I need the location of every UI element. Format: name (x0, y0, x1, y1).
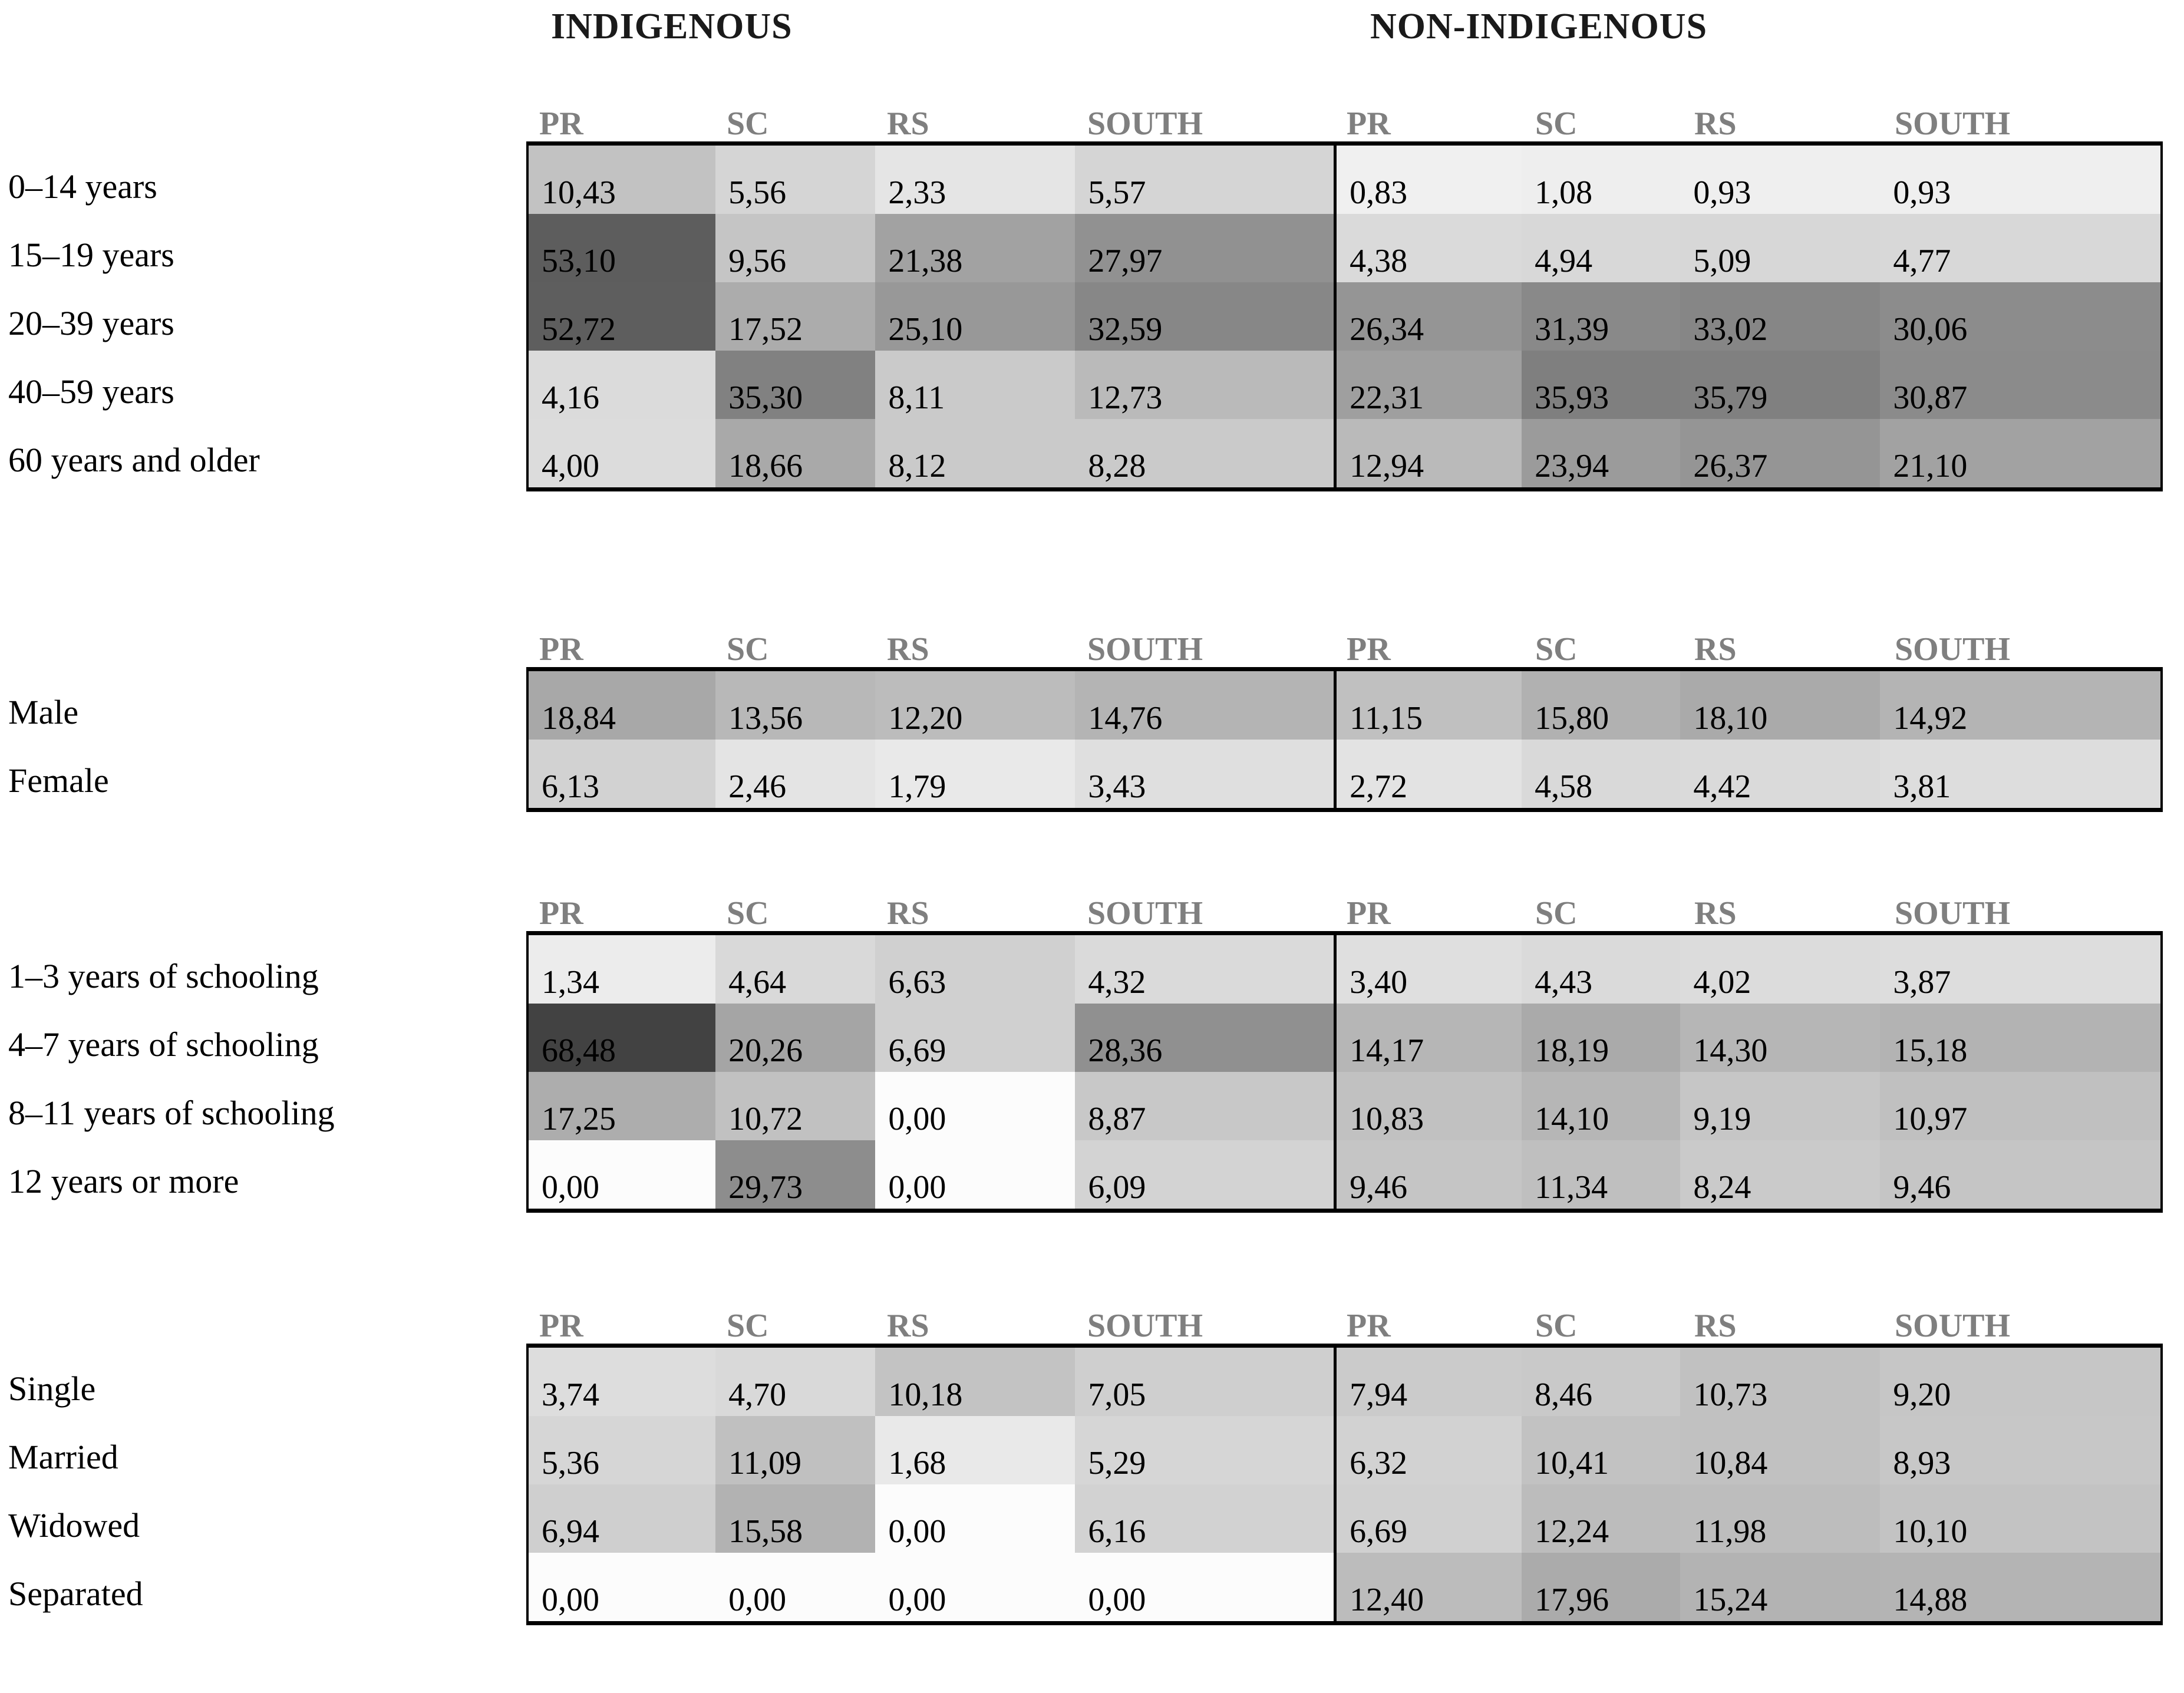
heatmap-cell: 4,70 (715, 1348, 875, 1416)
column-header-sc-non-indigenous: SC (1535, 895, 1578, 932)
column-header-rs-indigenous: RS (887, 631, 929, 668)
column-header-rs-non-indigenous: RS (1694, 1308, 1737, 1344)
heatmap-cell: 10,41 (1522, 1416, 1680, 1484)
heatmap-cell: 18,10 (1680, 671, 1880, 740)
heatmap-cell: 6,09 (1075, 1140, 1334, 1209)
table-row (529, 282, 2160, 351)
heatmap-cell: 11,34 (1522, 1140, 1680, 1209)
column-header-south-indigenous: SOUTH (1087, 895, 1203, 932)
heatmap-cell: 30,06 (1880, 282, 2160, 351)
table-row (529, 1553, 2160, 1621)
heatmap-cell: 6,94 (529, 1484, 715, 1553)
table-row (529, 671, 2160, 740)
heatmap-cell: 35,79 (1680, 351, 1880, 419)
heatmap-cell: 52,72 (529, 282, 715, 351)
row-label: Separated (8, 1575, 143, 1613)
heatmap-cell: 14,88 (1880, 1553, 2160, 1621)
column-header-pr-non-indigenous: PR (1347, 631, 1391, 668)
heatmap-cell: 8,93 (1880, 1416, 2160, 1484)
row-label: Female (8, 761, 109, 800)
heatmap-cell: 31,39 (1522, 282, 1680, 351)
heatmap-cell: 8,28 (1075, 419, 1334, 487)
row-label: Single (8, 1369, 96, 1408)
heatmap-cell: 4,16 (529, 351, 715, 419)
heatmap-cell: 3,74 (529, 1348, 715, 1416)
table-row (529, 146, 2160, 214)
table-row (529, 1140, 2160, 1209)
heatmap-cell: 0,93 (1680, 146, 1880, 214)
heatmap-cell: 6,32 (1334, 1416, 1522, 1484)
row-label: 60 years and older (8, 441, 260, 479)
column-header-rs-non-indigenous: RS (1694, 105, 1737, 142)
column-header-pr-indigenous: PR (539, 1308, 583, 1344)
heatmap-cell: 6,63 (875, 935, 1075, 1004)
heatmap-cell: 14,76 (1075, 671, 1334, 740)
heatmap-cell: 4,77 (1880, 214, 2160, 282)
heatmap-cell: 21,38 (875, 214, 1075, 282)
column-header-south-non-indigenous: SOUTH (1895, 895, 2011, 932)
heatmap-cell: 8,46 (1522, 1348, 1680, 1416)
heatmap-cell: 29,73 (715, 1140, 875, 1209)
heatmap-cell: 14,30 (1680, 1004, 1880, 1072)
column-header-pr-non-indigenous: PR (1347, 1308, 1391, 1344)
column-header-south-indigenous: SOUTH (1087, 105, 1203, 142)
row-label: 8–11 years of schooling (8, 1094, 335, 1132)
heatmap-cell: 26,37 (1680, 419, 1880, 487)
heatmap-cell: 23,94 (1522, 419, 1680, 487)
heatmap-cell: 17,52 (715, 282, 875, 351)
heatmap-cell: 9,19 (1680, 1072, 1880, 1140)
heatmap-cell: 4,94 (1522, 214, 1680, 282)
column-header-row-schooling (526, 889, 2163, 930)
table-row (529, 1072, 2160, 1140)
heatmap-cell: 33,02 (1680, 282, 1880, 351)
heatmap-cell: 21,10 (1880, 419, 2160, 487)
heatmap-cell: 8,12 (875, 419, 1075, 487)
heatmap-cell: 0,00 (875, 1553, 1075, 1621)
column-header-pr-non-indigenous: PR (1347, 105, 1391, 142)
heatmap-cell: 17,25 (529, 1072, 715, 1140)
heatmap-cell: 8,87 (1075, 1072, 1334, 1140)
column-header-rs-indigenous: RS (887, 895, 929, 932)
heatmap-cell: 10,83 (1334, 1072, 1522, 1140)
column-header-row-age-group (526, 99, 2163, 140)
heatmap-cell: 1,68 (875, 1416, 1075, 1484)
heatmap-cell: 10,18 (875, 1348, 1075, 1416)
heatmap-cell: 0,00 (529, 1140, 715, 1209)
heatmap-cell: 8,24 (1680, 1140, 1880, 1209)
table-row (529, 935, 2160, 1004)
heatmap-cell: 15,24 (1680, 1553, 1880, 1621)
heatmap-cell: 12,40 (1334, 1553, 1522, 1621)
column-header-sc-indigenous: SC (727, 895, 769, 932)
heatmap-cell: 4,00 (529, 419, 715, 487)
row-label-column-marital-status (8, 1344, 521, 1617)
heatmap-cell: 3,81 (1880, 740, 2160, 808)
heatmap-cell: 12,94 (1334, 419, 1522, 487)
column-header-pr-indigenous: PR (539, 105, 583, 142)
heatmap-grid-schooling (526, 931, 2163, 1213)
column-header-south-non-indigenous: SOUTH (1895, 105, 2011, 142)
heatmap-grid-age-group (526, 141, 2163, 491)
heatmap-cell: 0,00 (875, 1140, 1075, 1209)
heatmap-cell: 0,93 (1880, 146, 2160, 214)
heatmap-cell: 3,87 (1880, 935, 2160, 1004)
column-header-sc-non-indigenous: SC (1535, 1308, 1578, 1344)
heatmap-cell: 5,09 (1680, 214, 1880, 282)
table-row (529, 740, 2160, 808)
heatmap-cell: 4,32 (1075, 935, 1334, 1004)
heatmap-cell: 4,58 (1522, 740, 1680, 808)
table-row (529, 1416, 2160, 1484)
heatmap-cell: 5,29 (1075, 1416, 1334, 1484)
row-label-column-age-group (8, 141, 521, 483)
heatmap-cell: 11,15 (1334, 671, 1522, 740)
heatmap-cell: 20,26 (715, 1004, 875, 1072)
heatmap-cell: 14,10 (1522, 1072, 1680, 1140)
heatmap-cell: 4,38 (1334, 214, 1522, 282)
heatmap-cell: 11,98 (1680, 1484, 1880, 1553)
heatmap-cell: 35,93 (1522, 351, 1680, 419)
column-header-south-non-indigenous: SOUTH (1895, 631, 2011, 668)
row-label-column-sex (8, 667, 521, 804)
column-header-sc-non-indigenous: SC (1535, 631, 1578, 668)
row-label: 12 years or more (8, 1162, 239, 1200)
column-header-rs-non-indigenous: RS (1694, 631, 1737, 668)
heatmap-cell: 11,09 (715, 1416, 875, 1484)
column-header-south-non-indigenous: SOUTH (1895, 1308, 2011, 1344)
heatmap-cell: 10,97 (1880, 1072, 2160, 1140)
heatmap-cell: 10,73 (1680, 1348, 1880, 1416)
heatmap-cell: 10,10 (1880, 1484, 2160, 1553)
heatmap-cell: 9,46 (1880, 1140, 2160, 1209)
heatmap-cell: 7,05 (1075, 1348, 1334, 1416)
column-header-sc-indigenous: SC (727, 1308, 769, 1344)
table-row (529, 1348, 2160, 1416)
heatmap-cell: 6,16 (1075, 1484, 1334, 1553)
heatmap-cell: 6,69 (875, 1004, 1075, 1072)
group-header-row (0, 6, 2184, 53)
heatmap-cell: 12,24 (1522, 1484, 1680, 1553)
heatmap-cell: 0,00 (1075, 1553, 1334, 1621)
heatmap-cell: 32,59 (1075, 282, 1334, 351)
table-row (529, 351, 2160, 419)
column-header-pr-non-indigenous: PR (1347, 895, 1391, 932)
group-header-non-indigenous: NON-INDIGENOUS (1370, 6, 1708, 47)
heatmap-cell: 2,72 (1334, 740, 1522, 808)
table-row (529, 1484, 2160, 1553)
row-label: Widowed (8, 1506, 140, 1545)
heatmap-cell: 5,57 (1075, 146, 1334, 214)
row-label: 4–7 years of schooling (8, 1025, 319, 1064)
heatmap-cell: 2,33 (875, 146, 1075, 214)
heatmap-cell: 0,00 (529, 1553, 715, 1621)
heatmap-cell: 10,72 (715, 1072, 875, 1140)
heatmap-cell: 14,17 (1334, 1004, 1522, 1072)
table-row (529, 1004, 2160, 1072)
heatmap-cell: 1,79 (875, 740, 1075, 808)
row-label: 0–14 years (8, 167, 157, 206)
heatmap-cell: 68,48 (529, 1004, 715, 1072)
row-label: Married (8, 1438, 118, 1476)
heatmap-cell: 0,00 (715, 1553, 875, 1621)
heatmap-cell: 10,43 (529, 146, 715, 214)
column-header-rs-non-indigenous: RS (1694, 895, 1737, 932)
column-header-south-indigenous: SOUTH (1087, 631, 1203, 668)
heatmap-cell: 53,10 (529, 214, 715, 282)
column-header-row-marital-status (526, 1301, 2163, 1342)
heatmap-cell: 5,56 (715, 146, 875, 214)
heatmap-cell: 2,46 (715, 740, 875, 808)
table-row (529, 214, 2160, 282)
column-header-sc-non-indigenous: SC (1535, 105, 1578, 142)
column-header-rs-indigenous: RS (887, 105, 929, 142)
heatmap-cell: 15,80 (1522, 671, 1680, 740)
heatmap-cell: 3,43 (1075, 740, 1334, 808)
heatmap-cell: 26,34 (1334, 282, 1522, 351)
row-label: 1–3 years of schooling (8, 957, 319, 995)
heatmap-cell: 13,56 (715, 671, 875, 740)
heatmap-cell: 7,94 (1334, 1348, 1522, 1416)
heatmap-cell: 18,19 (1522, 1004, 1680, 1072)
row-label: 20–39 years (8, 304, 174, 342)
row-label: 15–19 years (8, 236, 174, 274)
heatmap-cell: 12,73 (1075, 351, 1334, 419)
heatmap-cell: 1,08 (1522, 146, 1680, 214)
heatmap-cell: 18,84 (529, 671, 715, 740)
heatmap-cell: 9,46 (1334, 1140, 1522, 1209)
column-header-rs-indigenous: RS (887, 1308, 929, 1344)
heatmap-cell: 1,34 (529, 935, 715, 1004)
heatmap-cell: 6,69 (1334, 1484, 1522, 1553)
heatmap-cell: 8,11 (875, 351, 1075, 419)
heatmap-cell: 4,02 (1680, 935, 1880, 1004)
heatmap-cell: 0,00 (875, 1484, 1075, 1553)
heatmap-cell: 28,36 (1075, 1004, 1334, 1072)
heatmap-cell: 9,20 (1880, 1348, 2160, 1416)
heatmap-cell: 4,64 (715, 935, 875, 1004)
heatmap-cell: 0,83 (1334, 146, 1522, 214)
row-label: 40–59 years (8, 372, 174, 411)
heatmap-cell: 5,36 (529, 1416, 715, 1484)
heatmap-cell: 4,42 (1680, 740, 1880, 808)
heatmap-cell: 15,18 (1880, 1004, 2160, 1072)
heatmap-cell: 6,13 (529, 740, 715, 808)
heatmap-grid-marital-status (526, 1344, 2163, 1625)
heatmap-cell: 15,58 (715, 1484, 875, 1553)
column-header-sc-indigenous: SC (727, 631, 769, 668)
heatmap-cell: 30,87 (1880, 351, 2160, 419)
column-header-south-indigenous: SOUTH (1087, 1308, 1203, 1344)
heatmap-cell: 27,97 (1075, 214, 1334, 282)
heatmap-cell: 10,84 (1680, 1416, 1880, 1484)
heatmap-cell: 14,92 (1880, 671, 2160, 740)
group-header-indigenous: INDIGENOUS (551, 6, 793, 47)
column-header-row-sex (526, 625, 2163, 666)
heatmap-cell: 0,00 (875, 1072, 1075, 1140)
row-label: Male (8, 693, 79, 731)
table-row (529, 419, 2160, 487)
row-label-column-schooling (8, 931, 521, 1204)
heatmap-cell: 4,43 (1522, 935, 1680, 1004)
heatmap-cell: 25,10 (875, 282, 1075, 351)
heatmap-cell: 9,56 (715, 214, 875, 282)
column-header-sc-indigenous: SC (727, 105, 769, 142)
heatmap-cell: 17,96 (1522, 1553, 1680, 1621)
column-header-pr-indigenous: PR (539, 631, 583, 668)
heatmap-cell: 3,40 (1334, 935, 1522, 1004)
heatmap-grid-sex (526, 667, 2163, 812)
heatmap-cell: 18,66 (715, 419, 875, 487)
heatmap-cell: 22,31 (1334, 351, 1522, 419)
heatmap-cell: 12,20 (875, 671, 1075, 740)
heatmap-cell: 35,30 (715, 351, 875, 419)
column-header-pr-indigenous: PR (539, 895, 583, 932)
